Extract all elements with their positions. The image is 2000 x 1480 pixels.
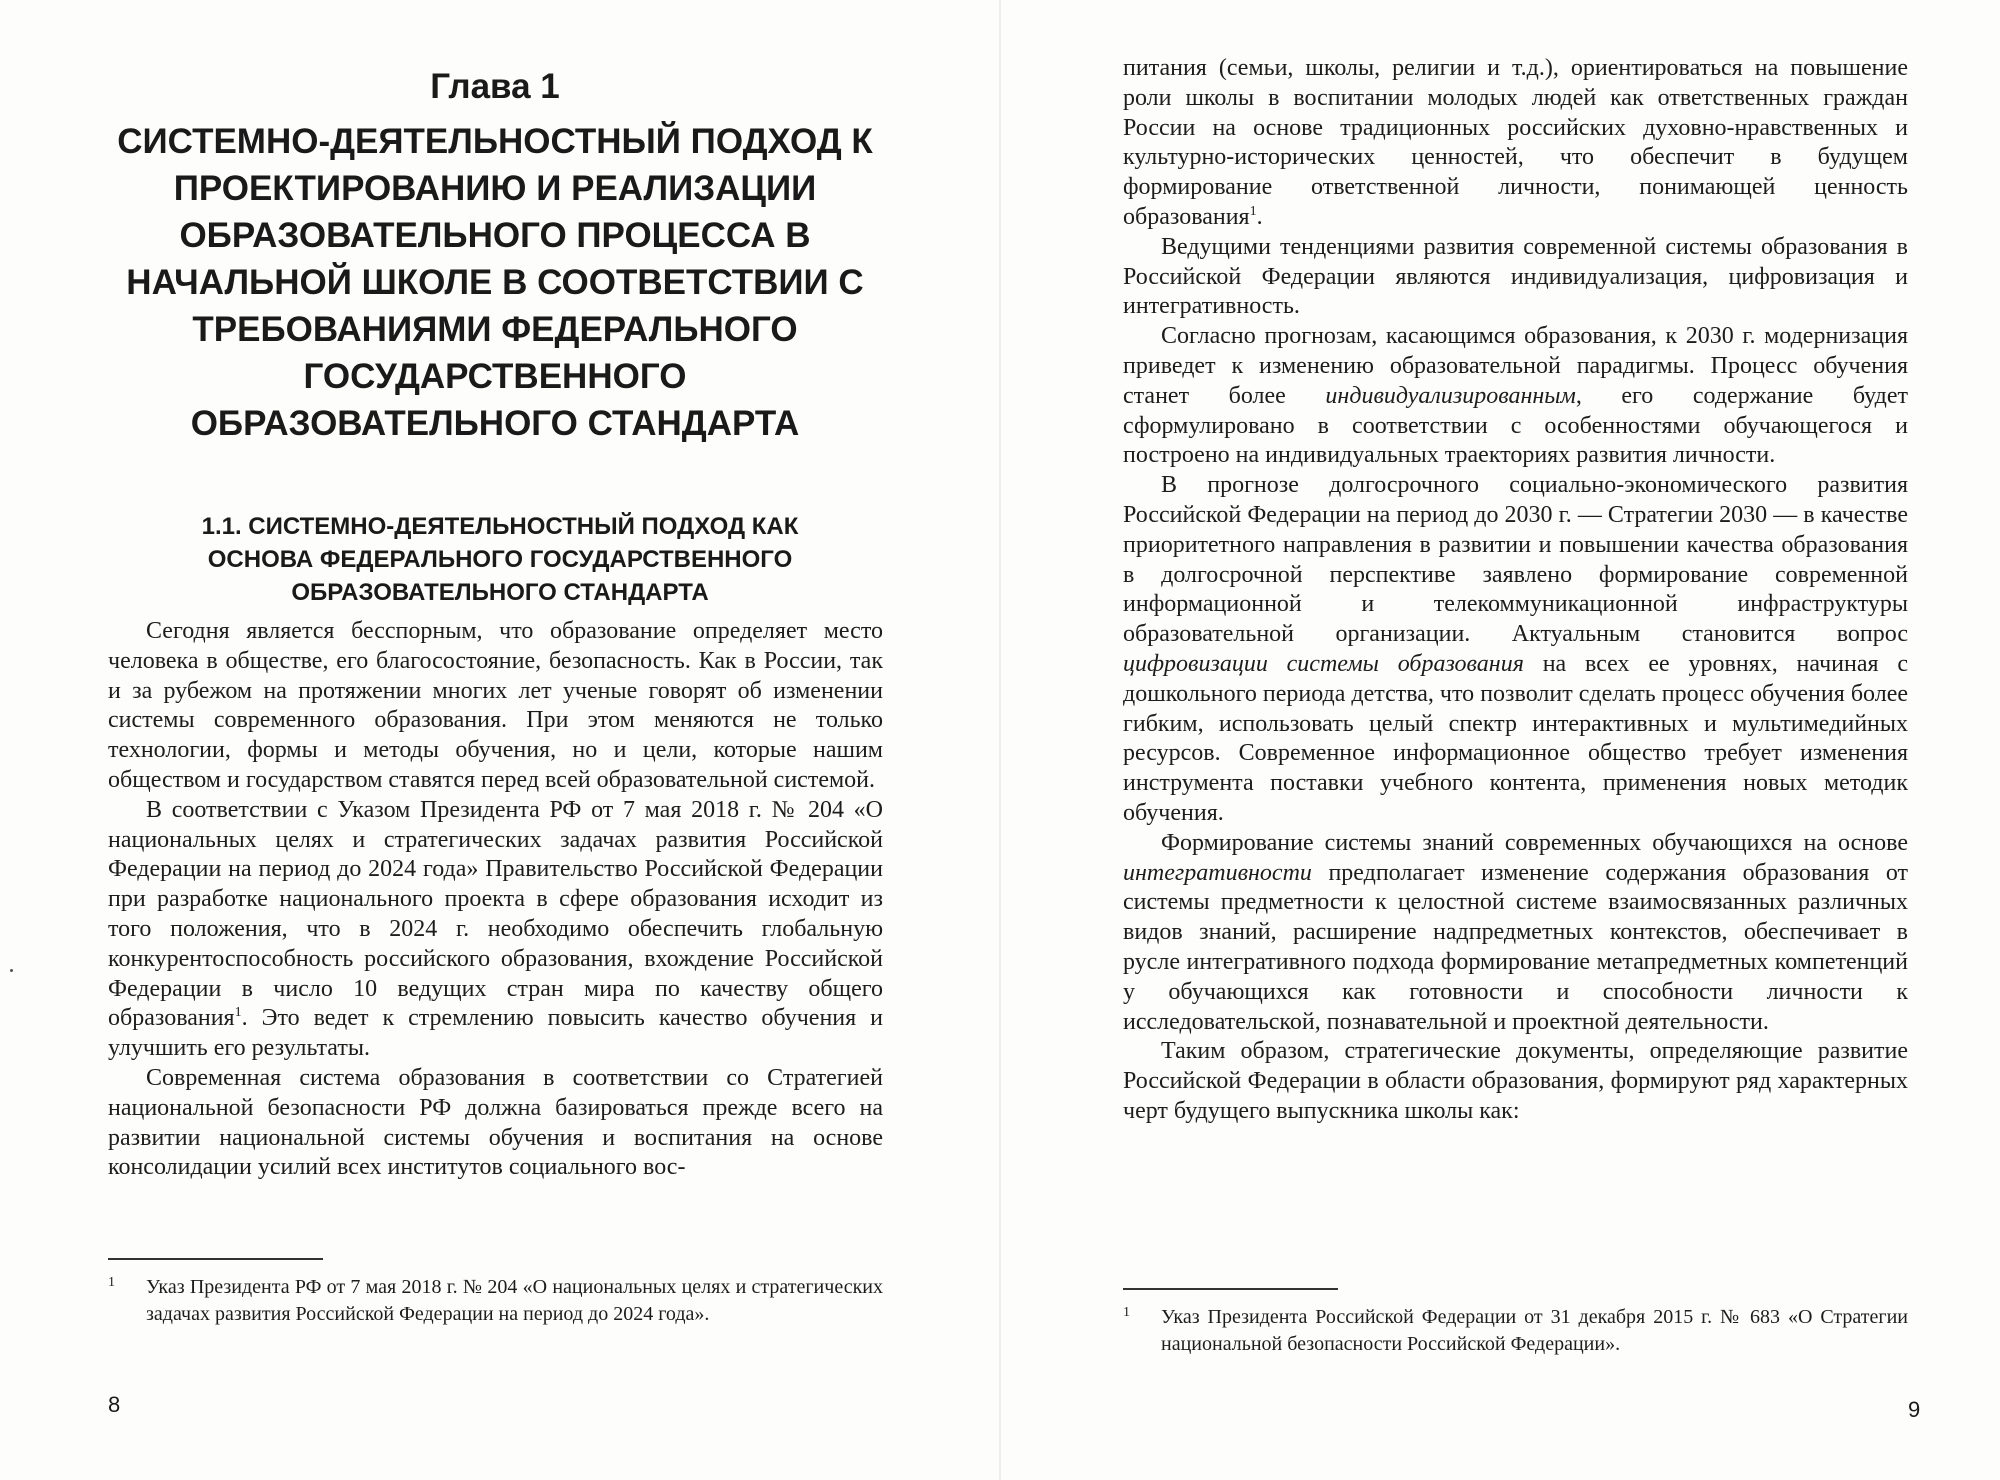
paragraph: [1123, 829, 1908, 1038]
footnote-text: Указ Президента РФ от 7 мая 2018 г. № 204 «О национальных целях и стратегических задачах развития Российской Федерации на период до 2024 года».: [146, 1276, 883, 1325]
paragraph-text: Согласно прогнозам, касающимся образования, к 2030 г. модернизация приведет к изменению образовательной парадигмы. Процесс обучения станет более: [1123, 323, 1908, 409]
chapter-title: СИСТЕМНО-ДЕЯТЕЛЬНОСТНЫЙ ПОДХОД К ПРОЕКТИРОВАНИЮ И РЕАЛИЗАЦИИ ОБРАЗОВАТЕЛЬНОГО ПРОЦЕССА В НАЧАЛЬНОЙ ШКОЛЕ В СООТВЕТСТВИИ С ТРЕБОВАНИЯМИ ФЕДЕРАЛЬНОГО ГОСУДАРСТВЕННОГО ОБРАЗОВАТЕЛЬНОГО СТАНДАРТА: [117, 122, 873, 443]
paragraph-text: Формирование системы знаний современных обучающихся на основе: [1161, 829, 1908, 856]
paragraph-text: на всех ее уровнях, начиная с дошкольного периода детства, что позволит сделать процесс обучения более гибким, использовать целый спектр интерактивных и мультимедийных ресурсов. Современное информационное общество требует изменения инструмента поставки учебного контента, применения новых методик обучения.: [1123, 650, 1909, 826]
footnote-ref[interactable]: 1: [234, 1005, 242, 1021]
footnote-mark: 1: [108, 1275, 115, 1290]
paragraph-text: , его содержание будет сформулировано в соответствии с особенностями обучающегося и построено на индивидуальных траекториях развития личности.: [1123, 382, 1909, 469]
paragraph: Ведущими тенденциями развития современной системы образования в Российской Федерации являются индивидуализация, цифровизация и интегративность.: [1123, 233, 1908, 320]
paragraph: Таким образом, стратегические документы, определяющие развитие Российской Федерации в области образования, формируют ряд характерных черт будущего выпускника школы как:: [1123, 1038, 1908, 1124]
page-number: 8: [108, 1392, 121, 1417]
left-body-text: [108, 617, 883, 1183]
page-number: 9: [1908, 1397, 1921, 1422]
paragraph: [1123, 471, 1908, 829]
paragraph-text: . Это ведет к стремлению повысить качество обучения и улучшить его результаты.: [108, 1005, 883, 1062]
paragraph: [108, 796, 883, 1064]
paragraph: [1123, 54, 1908, 233]
emphasis-text: индивидуализированным: [1325, 382, 1576, 409]
footnote-ref[interactable]: 1: [1249, 203, 1257, 219]
paragraph-text: питания (семьи, школы, религии и т.д.), ориентироваться на повышение роли школы в воспитании молодых людей как ответственных граждан России на основе традиционных российских духовно-нравственных и культурно-исторических ценностей, что обеспечит в будущем формирование ответственной личности, понимающей ценность образования: [1123, 55, 1908, 230]
paragraph: Современная система образования в соответствии со Стратегией национальной безопасности РФ должна базироваться прежде всего на развитии национальной системы обучения и воспитания на основе консолидации усилий всех институтов социального вос-: [108, 1064, 883, 1181]
footnote-mark: 1: [1123, 1305, 1130, 1320]
footnote-divider: [1123, 1288, 1338, 1290]
footnote: [108, 1274, 883, 1327]
paragraph-text: В соответствии с Указом Президента РФ от 7 мая 2018 г. № 204 «О национальных целях и стратегических задачах развития Российской Федерации на период до 2024 года» Правительство Российской Федерации при разработке национального проекта в сфере образования исходит из того положения, что в 2024 г. необходимо обеспечить глобальную конкурентоспособность российского образования, вхождение Российской Федерации в число 10 ведущих стран мира по качеству общего образования: [108, 796, 883, 1032]
paragraph: Сегодня является бесспорным, что образование определяет место человека в обществе, его благосостояние, безопасность. Как в России, так и за рубежом на протяжении многих лет ученые говорят об изменении системы современного образования. При этом меняются не только технологии, формы и методы обучения, но и цели, которые нашим обществом и государством ставятся перед всей образовательной системой.: [108, 618, 883, 793]
section-title: 1.1. СИСТЕМНО-ДЕЯТЕЛЬНОСТНЫЙ ПОДХОД КАК ОСНОВА ФЕДЕРАЛЬНОГО ГОСУДАРСТВЕННОГО ОБРАЗОВАТЕЛЬНОГО СТАНДАРТА: [201, 513, 799, 606]
footnote-text: Указ Президента Российской Федерации от 31 декабря 2015 г. № 683 «О Стратегии национальной безопасности Российской Федерации».: [1161, 1306, 1908, 1355]
right-page: [1000, 0, 2000, 1480]
chapter-heading: [110, 62, 880, 447]
paragraph: [1123, 322, 1908, 471]
chapter-number: Глава 1: [430, 67, 560, 106]
footnote: [1123, 1304, 1908, 1357]
paragraph-text: В прогнозе долгосрочного социально-экономического развития Российской Федерации на период до 2030 г. — Стратегии 2030 — в качестве приоритетного направления в развитии и повышении качества образования в долгосрочной перспективе заявлено формирование современной информационной и телекоммуникационной инфраструктуры образовательной организации. Актуальным становится вопрос: [1123, 472, 1908, 648]
right-body-text: [1123, 54, 1908, 1127]
paragraph-text: .: [1256, 203, 1263, 230]
page-speck: [10, 969, 13, 972]
footnote-divider: [108, 1258, 323, 1260]
emphasis-text: цифровизации системы образования: [1123, 650, 1524, 677]
emphasis-text: интегративности: [1123, 859, 1312, 886]
paragraph-text: предполагает изменение содержания образования от системы предметности к целостной системе взаимосвязанных различных видов знаний, расширение надпредметных контекстов, обеспечивает в русле интегративного подхода формирование метапредметных компетенций у обучающихся как готовности и способности личности к исследовательской, познавательной и проектной деятельности.: [1123, 859, 1908, 1035]
